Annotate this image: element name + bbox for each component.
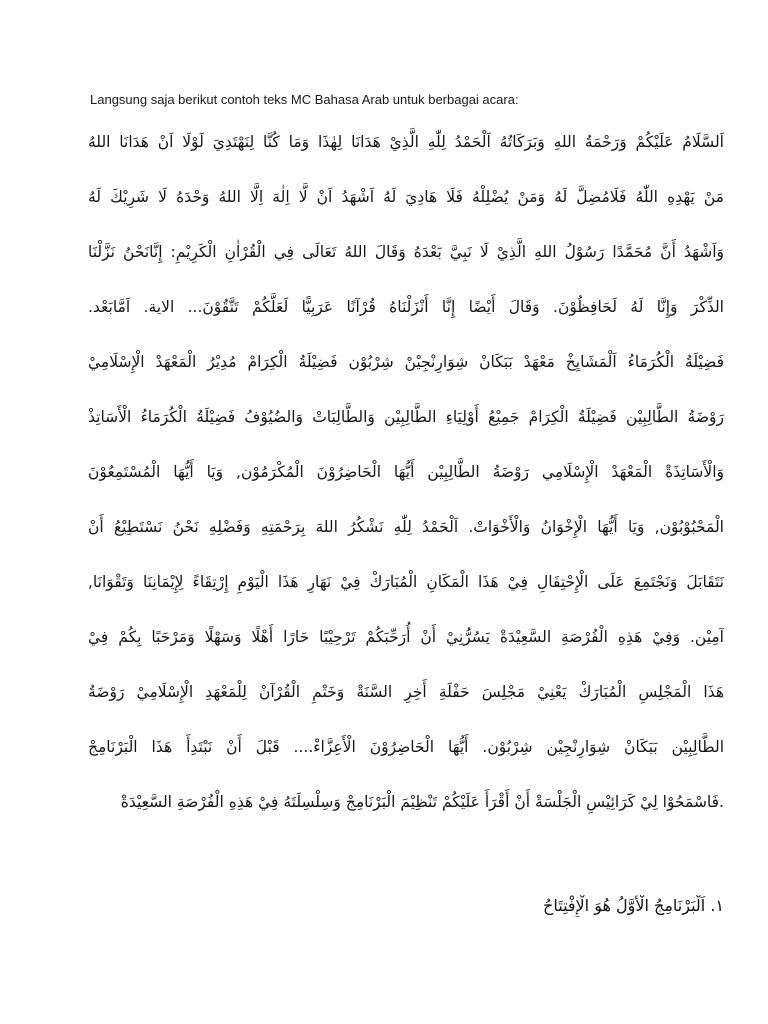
program-item-text: اَلْبَرْنَامِجُ الْأَوَّلُ هُوَ الْإِفْتِتَاحُ	[543, 896, 706, 915]
arabic-line: مَنْ يَهْدِهِ اللّٰهُ فَلَامُضِلَّ لَهُ وَمَنْ يُضْلِلْهُ فَلَا هَادِيَ لَهُ اَشْهَدُ اَنْ لَّا اِلٰهَ اِلَّا اللهُ وَحْدَهُ لَا شَرِيْكَ لَهُ	[88, 188, 724, 206]
arabic-line: فَضِيْلَةُ الْكُرَمَاءُ اَلْمَشَايِخْ مَعْهَدْ بَبَكَانْ شِوَارِنْجِيْنْ شِرْبُوْن فَضِيْلَةُ الْكِرَامْ مُدِيْرُ الْمَعْهَدْ الْإِسْلَامِيْ	[88, 353, 724, 371]
program-item-number: ١.	[710, 896, 724, 915]
arabic-line: الطَّالِبِيْن بَبَكَانْ شِوَارِنْجِيْن شِرْبُوْن. أَيُّهَا الْحَاضِرُوْنَ الْأَعِزَّاءْ.... قَبْلَ أَنْ نَبْتَدِأَ هَذَا الْبَرْنَامِجْ	[88, 738, 724, 756]
arabic-line: وَاَشْهَدُ أَنَّ مُحَمَّدًا رَسُوْلُ اللهِ الَّذِيْ لَا نَبِيَّ بَعْدَهُ وَقَالَ اللهُ تَعَالَى فِي الْقُرْاٰنِ الْكَرِيْمِ: إِنَّانَحْنُ نَزَّلْنَا	[88, 243, 724, 261]
arabic-line: هَذَا الْمَجْلِسِ الْمُبَارَكْ يَعْنِيْ مَجْلِسَ حَفْلَةِ أَخِرِ السَّنَةْ وَخَتْمِ الْقُرْآنْ لِلْمَعْهَدِ الْإِسْلَامِيْ رَوْضَةُ	[88, 683, 724, 701]
program-item	[88, 895, 724, 917]
arabic-line: آمِيْن. وَفِيْ هَذِهِ الْفُرْصَةِ السَّعِيْدَةْ يَسُرُّنِيْ أَنْ أُرَحِّبَكُمْ تَرْحِيْبًا حَارًا أَهْلًا وَسَهْلًا وَمَرْحَبًا بِكُمْ فِيْ	[88, 628, 724, 646]
arabic-line: وَالْأَسَاتِذَةْ الْمَعْهَدْ الْإِسْلَامِي رَوْضَةُ الطَّالِبِيْن أَيُّهَا الْحَاضِرُوْنَ الْمُكْرَمُوْن, وَيَا أَيُّهَا الْمُسْتَمِعُوْنَ	[88, 463, 724, 481]
arabic-line: رَوْضَةُ الطَّالِبِيْن فَضِيْلَةُ الْكِرَامْ جَمِيْعُ أَوْلِيَاءِ الطَّالِبِيْن وَالطَّالِبَاتْ وَالضُيُوْفُ فَضِيْلَةُ الْكُرَمَاءُ الْأَسَاتِذْ	[88, 408, 724, 426]
arabic-line: الْمَحْبُوْبُوْن, وَيَا أَيُّهَا الْإِخْوَانُ وَالْأَخْوَاتْ. اَلْحَمْدُ لِلّٰهِ نَشْكُرُ اللهَ بِرَحْمَتِهِ وَفَضْلِهِ نَحْنُ نَسْتَطِيْعُ أَنْ	[88, 518, 724, 536]
intro-text: Langsung saja berikut contoh teks MC Bahasa Arab untuk berbagai acara:	[90, 92, 519, 107]
arabic-line: الذِّكْرَ وَإِنَّا لَهُ لَحَافِظُوْنَ. وَقَالَ أَيْضًا إِنَّا أَنْزَلْنَاهُ قُرْآنًا عَرَبِيًّا لَعَلَّكُمْ تَتَّقُوْنَ... الاية. اَمَّابَعْد.	[88, 298, 724, 316]
arabic-line: اَلسَّلَامُ عَلَيْكُمْ وَرَحْمَةُ اللهِ وَبَرَكَاتُهُ اَلْحَمْدُ لِلّٰهِ الَّذِيْ هَدَانَا لِهٰذَا وَمَا كُنَّا لِنَهْتَدِيَ لَوْلَا اَنْ هَدَانَا اللهُ	[88, 133, 724, 151]
arabic-mc-text	[88, 118, 724, 833]
arabic-line: .فَاسْمَحُوْا لِيْ كَرَائِيْسِ الْجَلْسَةْ أَنْ أَقْرَأَ عَلَيْكُمْ تَنْظِيْمَ الْبَرْنَامِجْ وَسِلْسِلَتَهُ فِيْ هَذِهِ الْفُرْصَةِ السَّعِيْدَةْ	[120, 793, 724, 811]
arabic-line: نَتَقَابَلَ وَنَجْتَمِعَ عَلَى الْإِحْتِفَالِ فِيْ هَذَا الْمَكَانِ الْمُبَارَكْ فِيْ نَهَارِ هَذَا الْيَوْمِ إِرْتِقَاءً لِإِيْمَانِنَا وَتَقْوَانَا,	[88, 573, 724, 591]
